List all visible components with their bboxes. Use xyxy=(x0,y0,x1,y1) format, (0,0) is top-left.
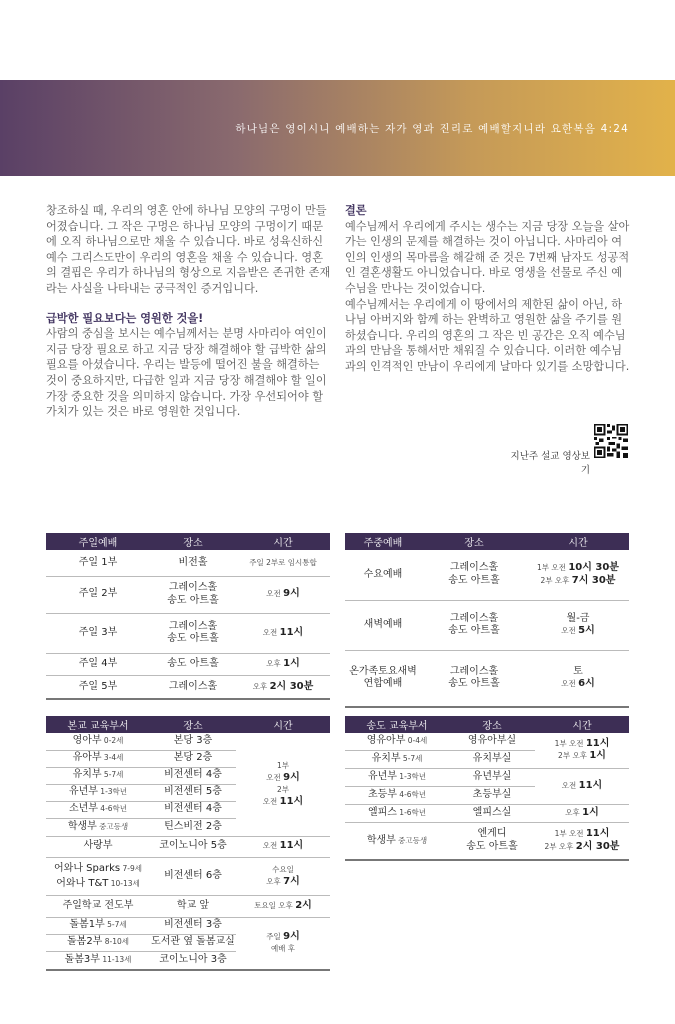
table-header xyxy=(345,533,629,550)
service-place: 그레이스홀 송도 아트홀 xyxy=(421,600,527,650)
service-name: 주일 3부 xyxy=(46,613,150,653)
dept-name: 유아부 3-4세 xyxy=(46,750,150,767)
section-heading: 급박한 필요보다는 영원한 것을! xyxy=(46,311,204,325)
col-header: 송도 교육부서 xyxy=(345,716,449,733)
dept-name: 유치부 5-7세 xyxy=(46,767,150,784)
table-row xyxy=(46,857,330,895)
service-place: 그레이스홀 송도 아트홀 xyxy=(421,550,527,600)
service-place: 비전홀 xyxy=(150,550,236,576)
service-time: 오전 9시 xyxy=(236,576,330,613)
col-header: 시간 xyxy=(527,533,629,550)
table-row xyxy=(46,733,330,750)
verse-banner xyxy=(0,80,675,176)
dept-place: 코이노니아 5층 xyxy=(150,836,236,857)
table-row xyxy=(345,550,629,600)
service-name: 수요예배 xyxy=(345,550,421,600)
service-name: 새벽예배 xyxy=(345,600,421,650)
article-paragraph: 예수님께서는 우리에게 이 땅에서의 제한된 삶이 아닌, 하나님 아버지와 함께 하는 완벽하고 영원한 삶을 주기를 원하셨습니다. 우리의 영혼의 그 작은 빈 공간은 오직 예수님과의 만남을 통해서만 채워질 수 있습니다. 이러한 예수님과의 인격적인 만남이 우리에게 날마다 있기를 소망합니다. xyxy=(345,297,630,373)
table-row xyxy=(46,653,330,675)
table-row xyxy=(345,804,629,822)
dept-time: 1부 오전 9시 2부 오전 11시 xyxy=(236,733,330,836)
table-row xyxy=(46,576,330,613)
dept-time: 1부 오전 11시 2부 오후 2시 30분 xyxy=(535,822,629,860)
dept-place: 영유아부실 xyxy=(449,733,535,750)
dept-place: 비전센터 6층 xyxy=(150,857,236,895)
article-right-column xyxy=(345,203,630,375)
dept-time: 수요일 오후 7시 xyxy=(236,857,330,895)
service-name: 주일 2부 xyxy=(46,576,150,613)
dept-place: 유치부실 xyxy=(449,750,535,768)
songdo-education-table xyxy=(345,716,629,861)
dept-name: 학생부 중고등생 xyxy=(46,818,150,836)
service-place: 그레이스홀 송도 아트홀 xyxy=(150,576,236,613)
verse-text: 하나님은 영이시니 예배하는 자가 영과 진리로 예배할지니라 요한복음 4:24 xyxy=(235,123,629,135)
article-paragraph: 예수님께서 우리에게 주시는 생수는 지금 당장 오늘을 살아가는 인생의 문제를 해결하는 것이 아닙니다. 사마리아 여인의 인생의 목마름을 해갈해 준 것은 7번째 남자도 성공적인 결혼생활도 아니었습니다. 바로 영생을 선물로 주신 예수님을 만나는 것이었습니다. xyxy=(345,219,630,295)
dept-place: 엘피스실 xyxy=(449,804,535,822)
dept-time: 오전 11시 xyxy=(236,836,330,857)
table-row xyxy=(46,917,330,934)
dept-name: 초등부 4-6학년 xyxy=(345,786,449,804)
table-row xyxy=(345,768,629,786)
dept-time: 토요일 오후 2시 xyxy=(236,895,330,917)
dept-name: 유년부 1-3학년 xyxy=(345,768,449,786)
col-header: 시간 xyxy=(236,533,330,550)
service-place: 그레이스홀 송도 아트홀 xyxy=(150,613,236,653)
dept-place: 코이노니아 3층 xyxy=(150,951,236,970)
service-time: 토 오전 6시 xyxy=(527,650,629,707)
col-header: 주중예배 xyxy=(345,533,421,550)
dept-name: 소년부 4-6학년 xyxy=(46,801,150,818)
table-row xyxy=(46,895,330,917)
table-row xyxy=(345,822,629,860)
dept-place: 유년부실 xyxy=(449,768,535,786)
dept-name: 영유아부 0-4세 xyxy=(345,733,449,750)
table-row xyxy=(46,836,330,857)
col-header: 시간 xyxy=(535,716,629,733)
qr-label: 지난주 설교 영상보기 xyxy=(510,451,590,476)
dept-name: 돌봄1부 5-7세 xyxy=(46,917,150,934)
table-row xyxy=(345,733,629,750)
col-header: 시간 xyxy=(236,716,330,733)
table-header xyxy=(46,533,330,550)
service-name: 주일 1부 xyxy=(46,550,150,576)
service-time: 1부 오전 10시 30분 2부 오후 7시 30분 xyxy=(527,550,629,600)
dept-name: 돌봄3부 11-13세 xyxy=(46,951,150,970)
article-paragraph: 사람의 중심을 보시는 예수님께서는 분명 사마리아 여인이 지금 당장 필요로 하고 지금 당장 해결해야 할 급박한 삶의 필요를 아셨습니다. 우리는 발등에 떨어진 불을 해결하는 것이 중요하지만, 다급한 일과 지금 당장 해결해야 할 일이 가장 중요한 것을 의미하지 않습니다. 가장 우선되어야 할 가치가 있는 것은 바로 영원한 것입니다. xyxy=(46,327,327,419)
dept-time: 주일 9시 예배 후 xyxy=(236,917,330,970)
sermon-video-link[interactable] xyxy=(510,424,630,476)
service-place: 그레이스홀 xyxy=(150,675,236,699)
table-row xyxy=(345,650,629,707)
dept-place: 비전센터 4층 xyxy=(150,767,236,784)
dept-place: 도서관 옆 돌봄교실 xyxy=(150,934,236,951)
dept-name: 엘피스 1-6학년 xyxy=(345,804,449,822)
service-place: 그레이스홀 송도 아트홀 xyxy=(421,650,527,707)
dept-name: 영아부 0-2세 xyxy=(46,733,150,750)
service-name: 주일 4부 xyxy=(46,653,150,675)
dept-place: 비전센터 5층 xyxy=(150,784,236,801)
col-header: 장소 xyxy=(150,533,236,550)
dept-name: 주일학교 전도부 xyxy=(46,895,150,917)
table-row xyxy=(46,550,330,576)
col-header: 주일예배 xyxy=(46,533,150,550)
col-header: 장소 xyxy=(421,533,527,550)
service-time: 오후 1시 xyxy=(236,653,330,675)
dept-name: 유년부 1-3학년 xyxy=(46,784,150,801)
table-row xyxy=(46,675,330,699)
dept-place: 본당 3층 xyxy=(150,733,236,750)
dept-place: 초등부실 xyxy=(449,786,535,804)
table-header xyxy=(46,716,330,733)
sunday-worship-table xyxy=(46,533,330,700)
weekday-worship-table xyxy=(345,533,629,708)
section-heading: 결론 xyxy=(345,204,367,217)
service-time: 주일 2부로 임시통합 xyxy=(236,550,330,576)
dept-place: 본당 2층 xyxy=(150,750,236,767)
dept-name: 어와나 Sparks 7-9세 어와나 T&T 10-13세 xyxy=(46,857,150,895)
dept-name: 유치부 5-7세 xyxy=(345,750,449,768)
service-place: 송도 아트홀 xyxy=(150,653,236,675)
dept-place: 비전센터 3층 xyxy=(150,917,236,934)
service-time: 오후 2시 30분 xyxy=(236,675,330,699)
service-name: 온가족토요새벽 연합예배 xyxy=(345,650,421,707)
dept-place: 엔게디 송도 아트홀 xyxy=(449,822,535,860)
article-paragraph: 창조하실 때, 우리의 영혼 안에 하나님 모양의 구멍이 만들어졌습니다. 그 작은 구멍은 하나님 모양의 구멍이기 때문에 오직 하나님으로만 채울 수 있습니다. 바로 성육신하신 예수 그리스도만이 우리의 영혼을 채울 수 있습니다. 영혼의 결핍은 우리가 하나님의 형상으로 지음받은 존귀한 존재라는 사실을 나타내는 궁극적인 증거입니다. xyxy=(46,204,331,295)
table-row xyxy=(46,613,330,653)
dept-place: 비전센터 4층 xyxy=(150,801,236,818)
table-row xyxy=(345,600,629,650)
col-header: 본교 교육부서 xyxy=(46,716,150,733)
dept-name: 돌봄2부 8-10세 xyxy=(46,934,150,951)
service-time: 월-금 오전 5시 xyxy=(527,600,629,650)
qr-code-icon[interactable] xyxy=(594,424,628,458)
service-time: 오전 11시 xyxy=(236,613,330,653)
article-left-column xyxy=(46,203,332,420)
dept-time: 오후 1시 xyxy=(535,804,629,822)
col-header: 장소 xyxy=(150,716,236,733)
main-education-table xyxy=(46,716,330,971)
service-name: 주일 5부 xyxy=(46,675,150,699)
dept-time: 1부 오전 11시 2부 오후 1시 xyxy=(535,733,629,768)
dept-name: 사랑부 xyxy=(46,836,150,857)
col-header: 장소 xyxy=(449,716,535,733)
dept-name: 학생부 중고등생 xyxy=(345,822,449,860)
table-header xyxy=(345,716,629,733)
dept-time: 오전 11시 xyxy=(535,768,629,804)
dept-place: 학교 앞 xyxy=(150,895,236,917)
dept-place: 틴스비전 2층 xyxy=(150,818,236,836)
